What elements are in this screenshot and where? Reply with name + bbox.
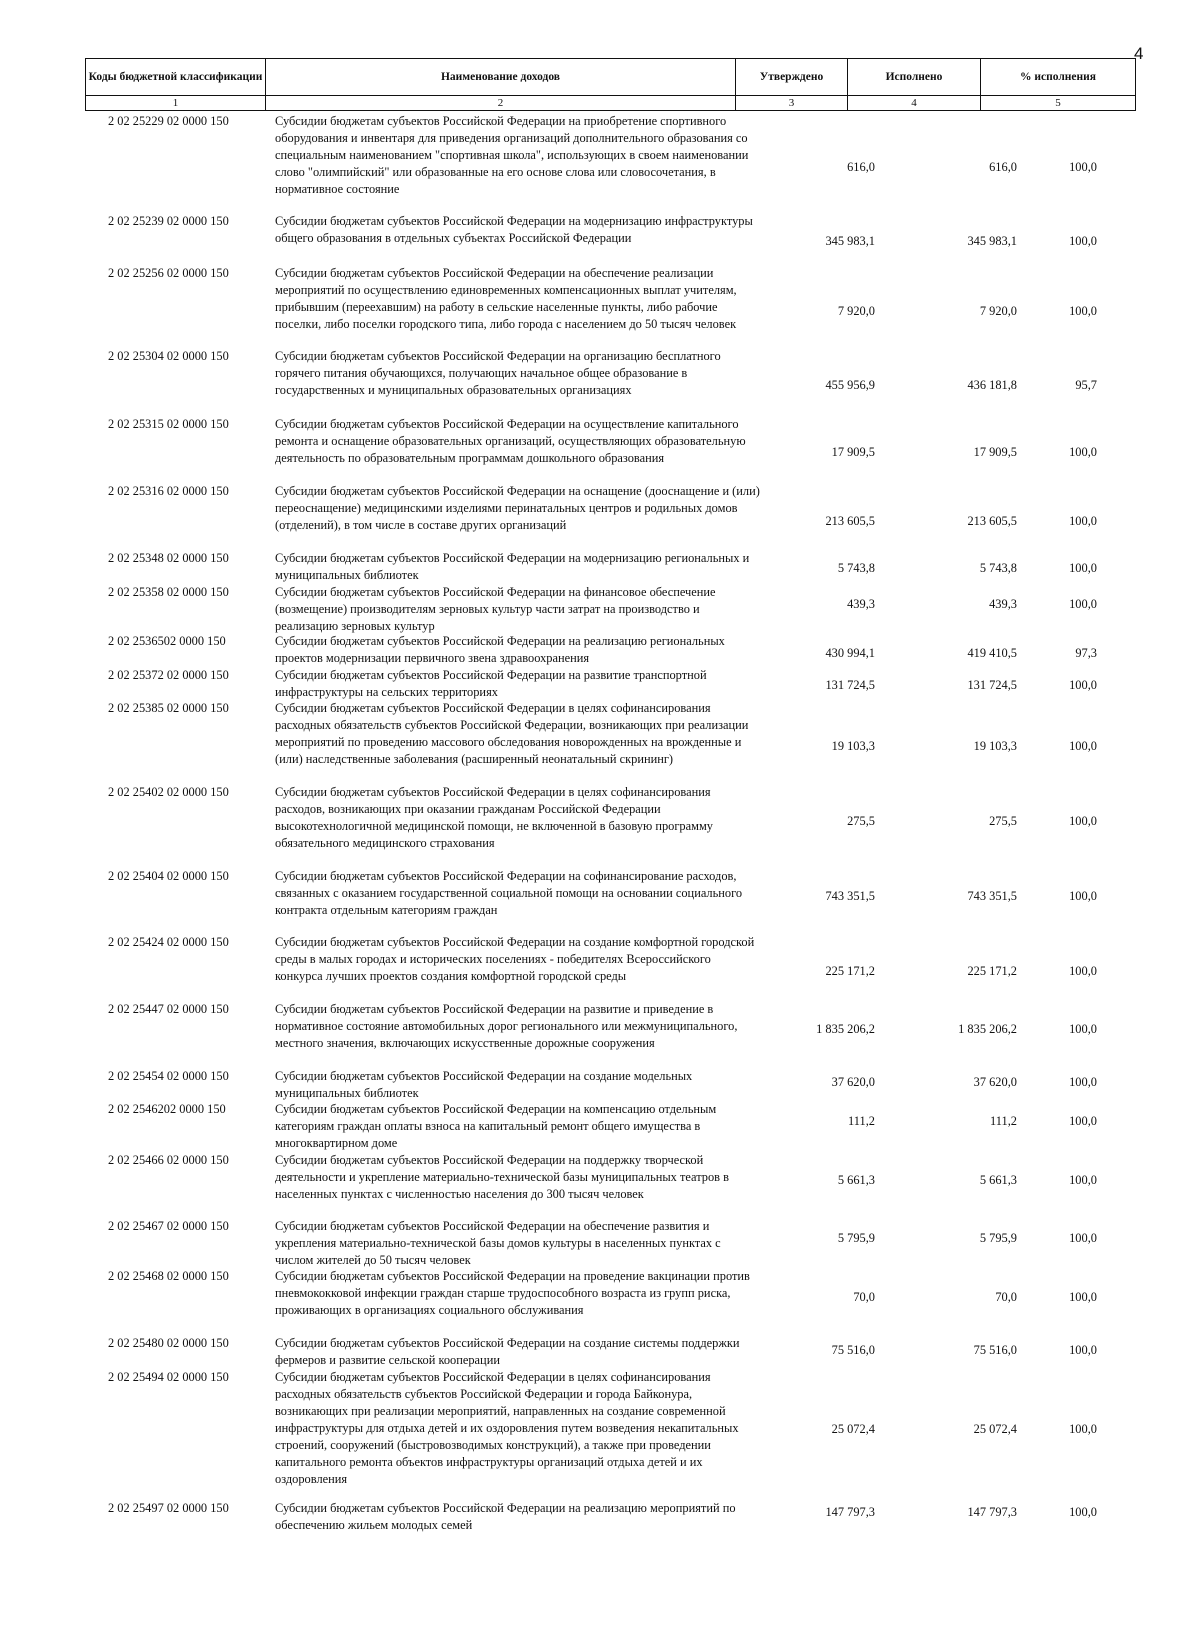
row-executed: 213 605,5: [967, 514, 1017, 528]
row-approved: 19 103,3: [831, 739, 875, 753]
row-executed: 419 410,5: [967, 646, 1017, 660]
row-code: 2 02 25358 02 0000 150: [108, 585, 229, 599]
row-executed: 7 920,0: [979, 304, 1017, 318]
row-percent: 100,0: [1069, 678, 1097, 692]
row-code: 2 02 25447 02 0000 150: [108, 1002, 229, 1016]
row-approved: 111,2: [848, 1114, 875, 1128]
row-name: Субсидии бюджетам субъектов Российской Федерации на создание комфортной городской среды в малых городах и исторических поселениях - победителях Всероссийского конкурса лучших проектов создания комфортной городской среды: [275, 935, 755, 983]
row-name: Субсидии бюджетам субъектов Российской Федерации на реализацию региональных проектов модернизации первичного звена здравоохранения: [275, 634, 725, 665]
row-approved: 5 743,8: [837, 561, 875, 575]
row-executed: 17 909,5: [973, 445, 1017, 459]
row-approved: 1 835 206,2: [816, 1022, 875, 1036]
header-name: Наименование доходов: [266, 59, 736, 96]
row-code: 2 02 25424 02 0000 150: [108, 935, 229, 949]
row-executed: 5 743,8: [979, 561, 1017, 575]
row-approved: 616,0: [847, 160, 875, 174]
row-percent: 100,0: [1069, 1422, 1097, 1436]
row-approved: 17 909,5: [831, 445, 875, 459]
row-code: 2 02 25494 02 0000 150: [108, 1370, 229, 1384]
row-executed: 19 103,3: [973, 739, 1017, 753]
row-executed: 37 620,0: [973, 1075, 1017, 1089]
row-percent: 100,0: [1069, 814, 1097, 828]
row-name: Субсидии бюджетам субъектов Российской Федерации на осуществление капитального ремонта и оснащение образовательных организаций, осуществляющих образовательную деятельность по образовательным программам дошкольного образования: [275, 417, 746, 465]
row-percent: 100,0: [1069, 1343, 1097, 1357]
row-name: Субсидии бюджетам субъектов Российской Федерации на компенсацию отдельным категориям граждан оплаты взноса на капитальный ремонт общего имущества в многоквартирном доме: [275, 1102, 717, 1150]
row-percent: 100,0: [1069, 964, 1097, 978]
row-code: 2 02 2546202 0000 150: [108, 1102, 226, 1116]
row-code: 2 02 25304 02 0000 150: [108, 349, 229, 363]
row-name: Субсидии бюджетам субъектов Российской Федерации на создание системы поддержки фермеров и развитие сельской кооперации: [275, 1336, 740, 1367]
row-percent: 100,0: [1069, 1505, 1097, 1519]
row-approved: 275,5: [847, 814, 875, 828]
header-code: Коды бюджетной классификации: [86, 59, 266, 96]
header-approved: Утверждено: [736, 59, 848, 96]
row-approved: 70,0: [853, 1290, 875, 1304]
header-num-4: 4: [848, 96, 981, 111]
row-approved: 225 171,2: [825, 964, 875, 978]
row-name: Субсидии бюджетам субъектов Российской Федерации на модернизацию инфраструктуры общего образования в отдельных субъектах Российской Федерации: [275, 214, 753, 245]
row-code: 2 02 25239 02 0000 150: [108, 214, 229, 228]
row-code: 2 02 25480 02 0000 150: [108, 1336, 229, 1350]
row-code: 2 02 25229 02 0000 150: [108, 114, 229, 128]
row-name: Субсидии бюджетам субъектов Российской Федерации на организацию бесплатного горячего питания обучающихся, получающих начальное общее образование в государственных и муниципальных образовательных организациях: [275, 349, 721, 397]
row-executed: 345 983,1: [967, 234, 1017, 248]
row-code: 2 02 25467 02 0000 150: [108, 1219, 229, 1233]
row-approved: 455 956,9: [825, 378, 875, 392]
row-percent: 100,0: [1069, 1231, 1097, 1245]
row-percent: 100,0: [1069, 234, 1097, 248]
row-executed: 25 072,4: [973, 1422, 1017, 1436]
row-executed: 225 171,2: [967, 964, 1017, 978]
row-executed: 70,0: [995, 1290, 1017, 1304]
row-code: 2 02 25256 02 0000 150: [108, 266, 229, 280]
row-approved: 439,3: [847, 597, 875, 611]
row-approved: 7 920,0: [837, 304, 875, 318]
row-executed: 436 181,8: [967, 378, 1017, 392]
row-percent: 100,0: [1069, 1290, 1097, 1304]
row-percent: 100,0: [1069, 1173, 1097, 1187]
row-approved: 25 072,4: [831, 1422, 875, 1436]
row-percent: 100,0: [1069, 445, 1097, 459]
row-percent: 97,3: [1075, 646, 1097, 660]
row-name: Субсидии бюджетам субъектов Российской Федерации на оснащение (дооснащение и (или) переоснащение) медицинскими изделиями перинатальных центров и родильных домов (отделений), в том числе в составе других организаций: [275, 484, 760, 532]
row-name: Субсидии бюджетам субъектов Российской Федерации на создание модельных муниципальных библиотек: [275, 1069, 693, 1100]
row-approved: 147 797,3: [825, 1505, 875, 1519]
row-percent: 100,0: [1069, 1114, 1097, 1128]
row-percent: 100,0: [1069, 1075, 1097, 1089]
row-code: 2 02 25372 02 0000 150: [108, 668, 229, 682]
page-number: 4: [1134, 44, 1144, 63]
row-percent: 95,7: [1075, 378, 1097, 392]
row-percent: 100,0: [1069, 1022, 1097, 1036]
row-code: 2 02 25466 02 0000 150: [108, 1153, 229, 1167]
row-name: Субсидии бюджетам субъектов Российской Федерации на обеспечение развития и укрепления материально-технической базы домов культуры в населенных пунктах с числом жителей до 50 тысяч человек: [275, 1219, 721, 1267]
row-approved: 430 994,1: [825, 646, 875, 660]
row-executed: 75 516,0: [973, 1343, 1017, 1357]
row-name: Субсидии бюджетам субъектов Российской Федерации на развитие транспортной инфраструктуры на сельских территориях: [275, 668, 707, 699]
row-approved: 213 605,5: [825, 514, 875, 528]
row-executed: 616,0: [989, 160, 1017, 174]
row-name: Субсидии бюджетам субъектов Российской Федерации на приобретение спортивного оборудования и инвентаря для приведения организаций дополнительного образования со специальным наименованием "спортивная школа", использующих в своем наименовании слово "олимпийский" или образованные на его основе слова или словосочетания, в нормативное состояние: [275, 114, 749, 196]
row-percent: 100,0: [1069, 304, 1097, 318]
row-executed: 5 795,9: [979, 1231, 1017, 1245]
row-name: Субсидии бюджетам субъектов Российской Федерации на развитие и приведение в нормативное состояние автомобильных дорог регионального или межмуниципального, местного значения, включающих искусственные дорожные сооружения: [275, 1002, 738, 1050]
row-percent: 100,0: [1069, 889, 1097, 903]
row-executed: 275,5: [989, 814, 1017, 828]
row-approved: 743 351,5: [825, 889, 875, 903]
row-approved: 345 983,1: [825, 234, 875, 248]
table-header: [85, 58, 1136, 111]
row-approved: 5 661,3: [837, 1173, 875, 1187]
row-code: 2 02 25385 02 0000 150: [108, 701, 229, 715]
row-code: 2 02 25454 02 0000 150: [108, 1069, 229, 1083]
row-code: 2 02 25316 02 0000 150: [108, 484, 229, 498]
row-code: 2 02 25404 02 0000 150: [108, 869, 229, 883]
row-percent: 100,0: [1069, 160, 1097, 174]
row-approved: 37 620,0: [831, 1075, 875, 1089]
row-executed: 131 724,5: [967, 678, 1017, 692]
row-code: 2 02 25497 02 0000 150: [108, 1501, 229, 1515]
row-code: 2 02 25315 02 0000 150: [108, 417, 229, 431]
row-code: 2 02 25468 02 0000 150: [108, 1269, 229, 1283]
row-executed: 743 351,5: [967, 889, 1017, 903]
row-percent: 100,0: [1069, 561, 1097, 575]
row-name: Субсидии бюджетам субъектов Российской Федерации на реализацию мероприятий по обеспечению жильем молодых семей: [275, 1501, 736, 1532]
row-percent: 100,0: [1069, 597, 1097, 611]
header-num-2: 2: [266, 96, 736, 111]
row-name: Субсидии бюджетам субъектов Российской Федерации на финансовое обеспечение (возмещение) производителям зерновых культур части затрат на производство и реализацию зерновых культур: [275, 585, 716, 633]
row-executed: 111,2: [990, 1114, 1017, 1128]
row-code: 2 02 25402 02 0000 150: [108, 785, 229, 799]
row-name: Субсидии бюджетам субъектов Российской Федерации на модернизацию региональных и муниципальных библиотек: [275, 551, 750, 582]
row-executed: 1 835 206,2: [958, 1022, 1017, 1036]
row-approved: 75 516,0: [831, 1343, 875, 1357]
row-approved: 131 724,5: [825, 678, 875, 692]
header-executed: Исполнено: [848, 59, 981, 96]
row-code: 2 02 2536502 0000 150: [108, 634, 226, 648]
row-approved: 5 795,9: [837, 1231, 875, 1245]
row-percent: 100,0: [1069, 739, 1097, 753]
row-executed: 5 661,3: [979, 1173, 1017, 1187]
row-name: Субсидии бюджетам субъектов Российской Федерации в целях софинансирования расходных обязательств субъектов Российской Федерации и города Байконура, возникающих при реализации мероприятий, направленных на создание современной инфраструктуры для отдыха детей и их оздоровления путем возведения некапитальных строений, сооружений (быстровозводимых конструкций), а также при проведении капитального ремонта объектов инфраструктуры организаций отдыха детей и их оздоровления: [275, 1370, 739, 1486]
header-percent: % исполнения: [981, 59, 1136, 96]
row-name: Субсидии бюджетам субъектов Российской Федерации в целях софинансирования расходных обязательств субъектов Российской Федерации, возникающих при реализации мероприятий по проведению массового обследования новорожденных на врожденные и (или) наследственные заболевания (расширенный неонатальный скрининг): [275, 701, 749, 766]
row-name: Субсидии бюджетам субъектов Российской Федерации на поддержку творческой деятельности и укрепление материально-технической базы муниципальных театров в населенных пунктах с численностью населения до 300 тысяч человек: [275, 1153, 729, 1201]
row-executed: 439,3: [989, 597, 1017, 611]
row-name: Субсидии бюджетам субъектов Российской Федерации на проведение вакцинации против пневмококковой инфекции граждан старше трудоспособного возраста из групп риска, проживающих в организациях социального обслуживания: [275, 1269, 750, 1317]
row-name: Субсидии бюджетам субъектов Российской Федерации на обеспечение реализации мероприятий по осуществлению единовременных компенсационных выплат учителям, прибывшим (переехавшим) на работу в сельские населенные пункты, либо рабочие поселки, либо поселки городского типа, либо города с населением до 50 тысяч человек: [275, 266, 737, 331]
row-name: Субсидии бюджетам субъектов Российской Федерации на софинансирование расходов, связанных с оказанием государственной социальной помощи на основании социального контракта отдельным категориям граждан: [275, 869, 743, 917]
row-code: 2 02 25348 02 0000 150: [108, 551, 229, 565]
header-num-5: 5: [981, 96, 1136, 111]
header-num-1: 1: [86, 96, 266, 111]
row-percent: 100,0: [1069, 514, 1097, 528]
row-executed: 147 797,3: [967, 1505, 1017, 1519]
row-name: Субсидии бюджетам субъектов Российской Федерации в целях софинансирования расходов, возникающих при оказании гражданам Российской Федерации высокотехнологичной медицинской помощи, не включенной в базовую программу обязательного медицинского страхования: [275, 785, 713, 850]
header-num-3: 3: [736, 96, 848, 111]
